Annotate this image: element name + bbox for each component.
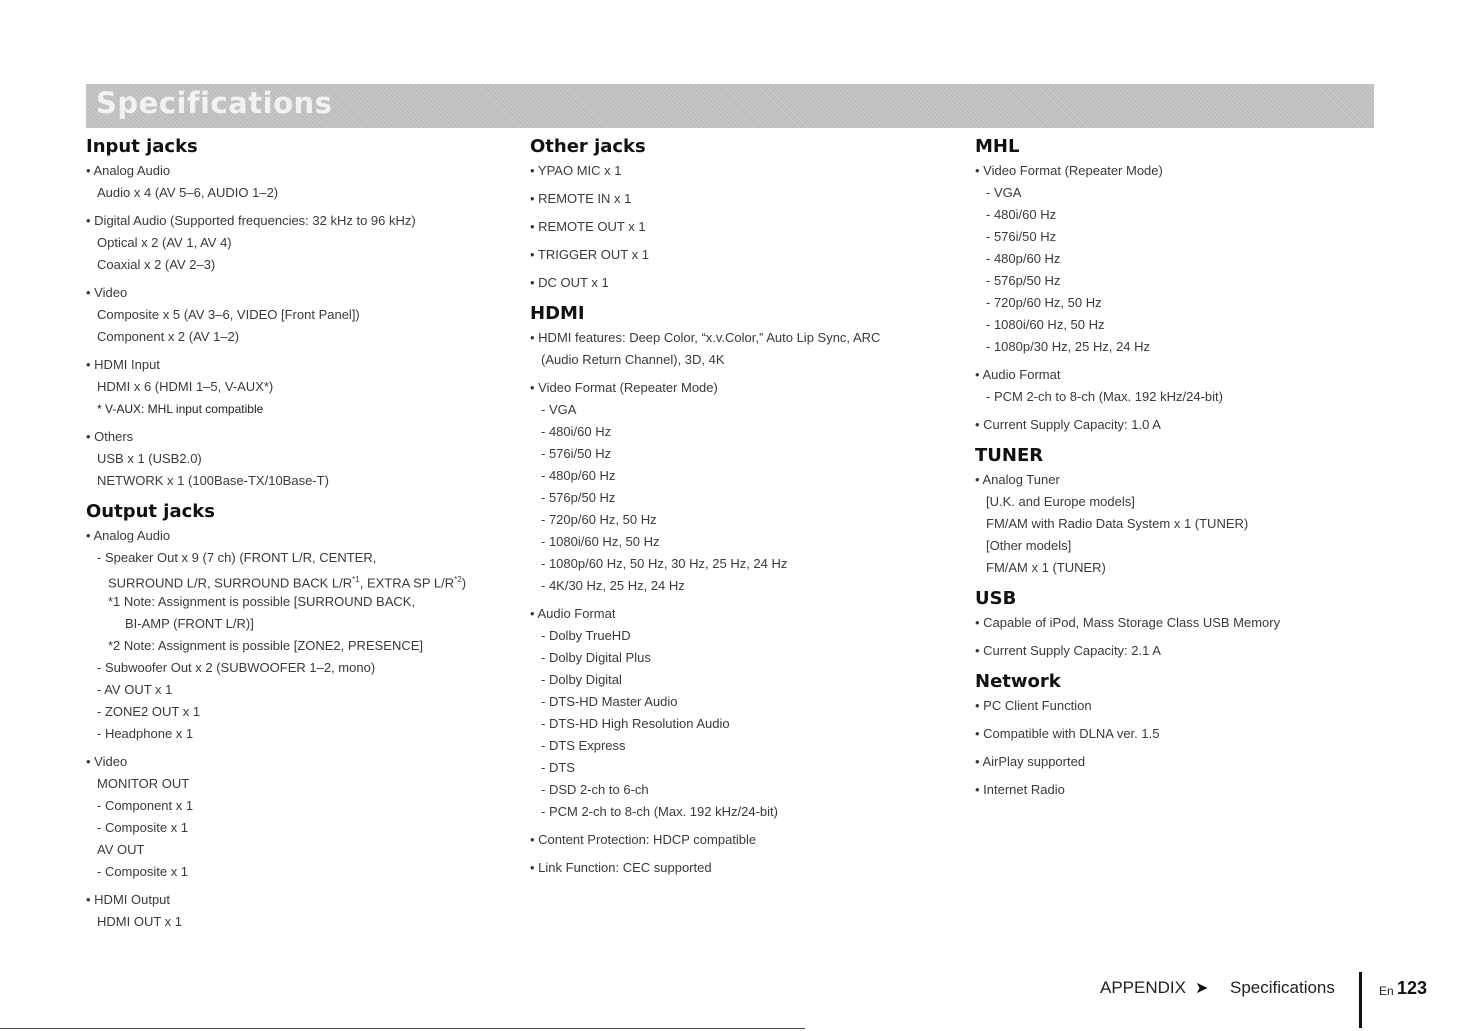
spec-detail: - 1080i/60 Hz, 50 Hz bbox=[986, 317, 1105, 332]
spec-bullet: • REMOTE IN x 1 bbox=[530, 191, 632, 206]
spec-bullet: • Current Supply Capacity: 2.1 A bbox=[975, 643, 1161, 658]
spec-detail: - 480p/60 Hz bbox=[541, 468, 616, 483]
section-title: Network bbox=[975, 671, 1061, 692]
spec-detail: - VGA bbox=[541, 402, 577, 417]
spec-detail: - 1080p/30 Hz, 25 Hz, 24 Hz bbox=[986, 339, 1151, 354]
spec-detail: - 1080i/60 Hz, 50 Hz bbox=[541, 534, 660, 549]
spec-bullet: • Analog Tuner bbox=[975, 472, 1060, 487]
spec-detail: - VGA bbox=[986, 185, 1022, 200]
spec-detail: - 720p/60 Hz, 50 Hz bbox=[541, 512, 657, 527]
spec-section bbox=[975, 133, 1375, 436]
spec-bullet: • Video Format (Repeater Mode) bbox=[530, 380, 718, 395]
spec-bullet: • HDMI Input bbox=[86, 357, 160, 372]
spec-detail: Component x 2 (AV 1–2) bbox=[97, 329, 240, 344]
spec-detail: - Headphone x 1 bbox=[97, 726, 194, 741]
spec-detail: MONITOR OUT bbox=[97, 776, 190, 791]
spec-detail: - 480i/60 Hz bbox=[541, 424, 612, 439]
spec-detail: AV OUT bbox=[97, 842, 145, 857]
spec-detail: - PCM 2-ch to 8-ch (Max. 192 kHz/24-bit) bbox=[541, 804, 778, 819]
spec-detail: - 576p/50 Hz bbox=[541, 490, 616, 505]
spec-detail: - 576i/50 Hz bbox=[541, 446, 612, 461]
spec-detail: - DTS Express bbox=[541, 738, 626, 753]
spec-detail: HDMI OUT x 1 bbox=[97, 914, 182, 929]
spec-detail: [Other models] bbox=[986, 538, 1072, 553]
spec-bullet: • HDMI features: Deep Color, “x.v.Color,” Auto Lip Sync, ARC bbox=[530, 330, 881, 345]
spec-detail: Audio x 4 (AV 5–6, AUDIO 1–2) bbox=[97, 185, 279, 200]
spec-detail: - Dolby TrueHD bbox=[541, 628, 631, 643]
breadcrumb-arrow-icon: ➤ bbox=[1195, 980, 1209, 997]
spec-note: * V-AUX: MHL input compatible bbox=[97, 402, 264, 416]
spec-bullet: • HDMI Output bbox=[86, 892, 171, 907]
section-title: Other jacks bbox=[530, 136, 646, 157]
spec-detail: (Audio Return Channel), 3D, 4K bbox=[541, 352, 725, 367]
section-title: Output jacks bbox=[86, 501, 215, 522]
section-title: Input jacks bbox=[86, 136, 198, 157]
spec-detail: SURROUND L/R, SURROUND BACK $L/R^{*1}$, EXTRA SP $L/R^{*2}$) bbox=[108, 575, 467, 591]
spec-bullet: • Analog Audio bbox=[86, 528, 171, 543]
spec-column-2 bbox=[530, 133, 950, 885]
footer-language: En bbox=[1379, 984, 1394, 998]
footer-appendix-label: APPENDIX bbox=[1100, 978, 1186, 997]
spec-bullet: • Current Supply Capacity: 1.0 A bbox=[975, 417, 1161, 432]
spec-detail: - Dolby Digital Plus bbox=[541, 650, 651, 665]
spec-bullet: • Audio Format bbox=[530, 606, 616, 621]
spec-detail: Composite x 5 (AV 3–6, VIDEO [Front Panel]) bbox=[97, 307, 360, 322]
title-banner bbox=[86, 84, 1374, 128]
spec-detail: - Speaker Out x 9 (7 ch) (FRONT L/R, CENTER, bbox=[97, 550, 377, 565]
spec-detail: - ZONE2 OUT x 1 bbox=[97, 704, 201, 719]
spec-detail: *2 Note: Assignment is possible [ZONE2, PRESENCE] bbox=[108, 638, 424, 653]
spec-bullet: • Analog Audio bbox=[86, 163, 171, 178]
spec-detail: - Composite x 1 bbox=[97, 820, 189, 835]
spec-detail: - 4K/30 Hz, 25 Hz, 24 Hz bbox=[541, 578, 685, 593]
spec-detail: USB x 1 (USB2.0) bbox=[97, 451, 202, 466]
spec-detail: - Subwoofer Out x 2 (SUBWOOFER 1–2, mono) bbox=[97, 660, 376, 675]
spec-detail: - Composite x 1 bbox=[97, 864, 189, 879]
section-title: TUNER bbox=[975, 445, 1044, 466]
spec-detail: - 576i/50 Hz bbox=[986, 229, 1057, 244]
spec-detail: [U.K. and Europe models] bbox=[986, 494, 1135, 509]
spec-bullet: • Capable of iPod, Mass Storage Class USB Memory bbox=[975, 615, 1281, 630]
spec-detail: BI-AMP (FRONT L/R)] bbox=[125, 616, 254, 631]
spec-detail: - DTS-HD High Resolution Audio bbox=[541, 716, 730, 731]
spec-bullet: • Video Format (Repeater Mode) bbox=[975, 163, 1163, 178]
spec-detail: - 1080p/60 Hz, 50 Hz, 30 Hz, 25 Hz, 24 Hz bbox=[541, 556, 788, 571]
spec-detail: - PCM 2-ch to 8-ch (Max. 192 kHz/24-bit) bbox=[986, 389, 1223, 404]
spec-bullet: • Digital Audio (Supported frequencies: 32 kHz to 96 kHz) bbox=[86, 213, 416, 228]
section-title: USB bbox=[975, 588, 1017, 609]
spec-detail: - Component x 1 bbox=[97, 798, 194, 813]
spec-section bbox=[975, 668, 1375, 801]
spec-detail: - DSD 2-ch to 6-ch bbox=[541, 782, 649, 797]
spec-bullet: • Content Protection: HDCP compatible bbox=[530, 832, 757, 847]
spec-section bbox=[530, 133, 950, 294]
spec-section bbox=[975, 585, 1375, 662]
spec-bullet: • Others bbox=[86, 429, 134, 444]
spec-bullet: • TRIGGER OUT x 1 bbox=[530, 247, 649, 262]
spec-bullet: • REMOTE OUT x 1 bbox=[530, 219, 646, 234]
spec-detail: - DTS bbox=[541, 760, 575, 775]
spec-bullet: • DC OUT x 1 bbox=[530, 275, 609, 290]
spec-detail: - 576p/50 Hz bbox=[986, 273, 1061, 288]
spec-detail: - AV OUT x 1 bbox=[97, 682, 173, 697]
section-title: MHL bbox=[975, 136, 1020, 157]
spec-section bbox=[86, 133, 506, 492]
spec-column-3 bbox=[975, 133, 1375, 807]
spec-section bbox=[975, 442, 1375, 579]
spec-detail: FM/AM x 1 (TUNER) bbox=[986, 560, 1106, 575]
spec-column-1 bbox=[86, 133, 506, 939]
spec-detail: NETWORK x 1 (100Base-TX/10Base-T) bbox=[97, 473, 329, 488]
bottom-rule bbox=[0, 1028, 805, 1029]
spec-detail: - 480i/60 Hz bbox=[986, 207, 1057, 222]
spec-detail: Optical x 2 (AV 1, AV 4) bbox=[97, 235, 232, 250]
spec-bullet: • Audio Format bbox=[975, 367, 1061, 382]
section-title: HDMI bbox=[530, 303, 585, 324]
spec-bullet: • YPAO MIC x 1 bbox=[530, 163, 622, 178]
spec-bullet: • Video bbox=[86, 285, 128, 300]
spec-bullet: • Link Function: CEC supported bbox=[530, 860, 712, 875]
spec-detail: *1 Note: Assignment is possible [SURROUND BACK, bbox=[108, 594, 416, 609]
spec-section bbox=[86, 498, 506, 933]
spec-section bbox=[530, 300, 950, 879]
spec-bullet: • Compatible with DLNA ver. 1.5 bbox=[975, 726, 1160, 741]
spec-detail: HDMI x 6 (HDMI 1–5, V-AUX*) bbox=[97, 379, 274, 394]
spec-bullet: • Internet Radio bbox=[975, 782, 1065, 797]
footer-section-label: Specifications bbox=[1230, 978, 1335, 997]
spec-bullet: • AirPlay supported bbox=[975, 754, 1086, 769]
spec-detail: - DTS-HD Master Audio bbox=[541, 694, 678, 709]
spec-bullet: • PC Client Function bbox=[975, 698, 1092, 713]
spec-detail: - 720p/60 Hz, 50 Hz bbox=[986, 295, 1102, 310]
footer-divider bbox=[1359, 972, 1362, 1028]
spec-detail: - 480p/60 Hz bbox=[986, 251, 1061, 266]
page-title: Specifications bbox=[96, 86, 333, 120]
page-number: 123 bbox=[1397, 978, 1428, 998]
spec-detail: - Dolby Digital bbox=[541, 672, 622, 687]
spec-detail: Coaxial x 2 (AV 2–3) bbox=[97, 257, 216, 272]
spec-bullet: • Video bbox=[86, 754, 128, 769]
spec-detail: FM/AM with Radio Data System x 1 (TUNER) bbox=[986, 516, 1249, 531]
